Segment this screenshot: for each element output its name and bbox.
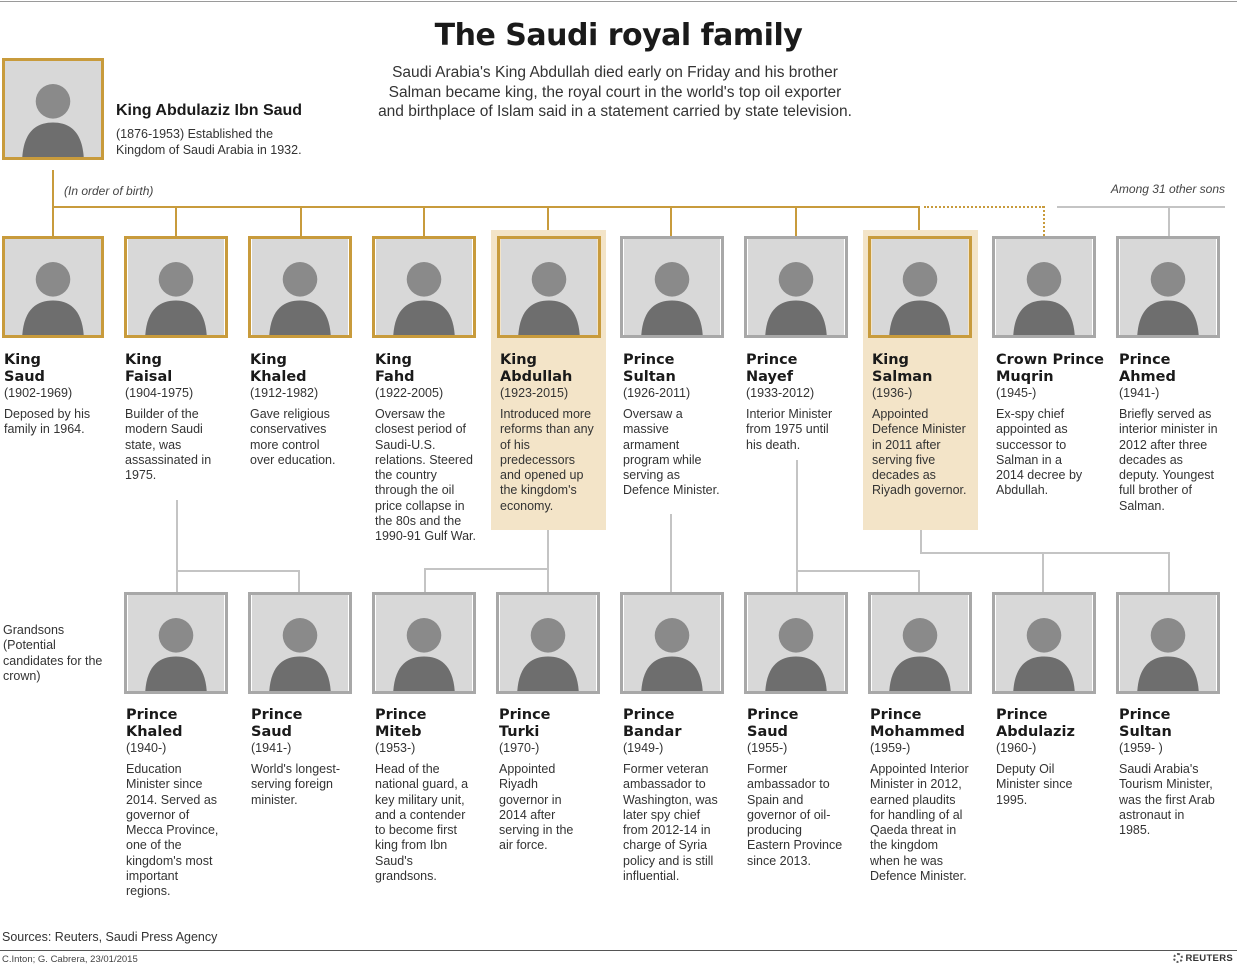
grandson-name: Prince Turki [499, 707, 551, 740]
son-desc: Briefly served as interior minister in 2012 after three decades as deputy. Youngest full brother of Salman. [1119, 407, 1218, 513]
grandson-portrait [124, 592, 228, 694]
portrait-icon [871, 595, 969, 691]
grandson-years: (1955-) [747, 741, 788, 755]
connector-grey [1042, 552, 1044, 592]
son-desc: Introduced more reforms than any of his predecessors and opened up the kingdom's economy. [500, 407, 594, 513]
grandson-years: (1970-) [499, 741, 540, 755]
portrait-icon [375, 239, 473, 335]
grandson-years: (1941-) [251, 741, 292, 755]
portrait-icon [1119, 239, 1217, 335]
connector-grey [424, 568, 549, 570]
son-entry [623, 352, 741, 499]
connector-grey [1168, 206, 1170, 236]
son-portrait [620, 236, 724, 338]
grandson-entry [747, 707, 865, 869]
grandson-desc: Saudi Arabia's Tourism Minister, was the first Arab astronaut in 1985. [1119, 762, 1215, 838]
son-years: (1936-) [872, 386, 913, 400]
son-portrait [497, 236, 601, 338]
grandson-name: Prince Mohammed [870, 707, 965, 740]
grandson-portrait [620, 592, 724, 694]
connector [423, 206, 425, 236]
connector [300, 206, 302, 236]
grandson-years: (1959- ) [1119, 741, 1163, 755]
son-years: (1933-2012) [746, 386, 815, 400]
portrait-icon [499, 595, 597, 691]
son-desc: Deposed by his family in 1964. [4, 407, 91, 437]
grandson-entry [870, 707, 988, 884]
son-portrait [744, 236, 848, 338]
son-entry [746, 352, 864, 453]
connector-grey [547, 568, 549, 592]
son-desc: Gave religious conservatives more control over education. [250, 407, 336, 467]
connector [795, 206, 797, 236]
grandson-portrait [992, 592, 1096, 694]
grandsons-label-text: Grandsons (Potential candidates for the crown) [3, 623, 103, 683]
grandson-name: Prince Bandar [623, 707, 682, 740]
credit-line: C.Inton; G. Cabrera, 23/01/2015 [2, 954, 138, 965]
son-name: King Fahd [375, 352, 415, 385]
connector [670, 206, 672, 236]
grandson-portrait [868, 592, 972, 694]
grandson-entry [499, 707, 617, 854]
sources-note: Sources: Reuters, Saudi Press Agency [2, 930, 218, 944]
portrait-icon [5, 61, 101, 157]
son-years: (1945-) [996, 386, 1037, 400]
son-entry [1119, 352, 1237, 514]
son-name: Prince Sultan [623, 352, 676, 385]
connector-grey [424, 568, 426, 592]
son-portrait [248, 236, 352, 338]
connector-grey [1168, 552, 1170, 592]
grandson-desc: Former ambassador to Spain and governor of oil-producing Eastern Province since 2013. [747, 762, 843, 868]
connector [175, 206, 177, 236]
son-portrait [992, 236, 1096, 338]
founder-portrait [2, 58, 104, 160]
founder-desc: (1876-1953) Established the Kingdom of Saudi Arabia in 1932. [116, 127, 302, 157]
grandson-desc: Education Minister since 2014. Served as governor of Mecca Province, one of the kingdom's most important regions. [126, 762, 219, 899]
son-desc: Interior Minister from 1975 until his death. [746, 407, 833, 452]
portrait-icon [747, 595, 845, 691]
grandson-entry [1119, 707, 1237, 838]
grandson-desc: Head of the national guard, a key military unit, and a contender to become first king from Ibn Saud's grandsons. [375, 762, 469, 884]
intro-text: Saudi Arabia's King Abdullah died early on Friday and his brother Salman became king, the royal court in the world's top oil exporter and birthplace of Islam said in a statement carried by state television. [378, 64, 852, 120]
portrait-icon [251, 595, 349, 691]
son-desc: Appointed Defence Minister in 2011 after serving five decades as Riyadh governor. [872, 407, 967, 498]
grandson-name: Prince Sultan [1119, 707, 1172, 740]
grandson-years: (1953-) [375, 741, 416, 755]
reuters-logo [1173, 953, 1234, 964]
grandson-entry [251, 707, 369, 808]
grandson-desc: Appointed Riyadh governor in 2014 after serving in the air force. [499, 762, 574, 853]
grandson-portrait [744, 592, 848, 694]
grandsons-label [3, 623, 113, 684]
grandson-portrait [1116, 592, 1220, 694]
son-entry [872, 352, 990, 499]
grandson-portrait [248, 592, 352, 694]
connector-dotted [1043, 206, 1045, 236]
son-portrait [868, 236, 972, 338]
other-sons-note: Among 31 other sons [1110, 182, 1225, 196]
top-rule [0, 1, 1237, 2]
connector [52, 206, 920, 208]
son-desc: Oversaw the closest period of Saudi-U.S. relations. Steered the country through the oil price collapse in the 80s and the 1990-91 Gulf War. [375, 407, 476, 544]
connector-grey [1057, 206, 1225, 208]
son-years: (1926-2011) [623, 386, 691, 400]
son-entry [500, 352, 618, 514]
son-name: King Saud [4, 352, 45, 385]
connector-grey [920, 552, 1170, 554]
connector-grey [670, 514, 672, 592]
connector [52, 206, 54, 236]
grandson-name: Prince Saud [251, 707, 303, 740]
connector [52, 170, 54, 208]
portrait-icon [500, 239, 598, 335]
grandson-desc: Appointed Interior Minister in 2012, earned plaudits for handling of al Qaeda threat in the kingdom when he was Defence Minister. [870, 762, 969, 884]
portrait-icon [747, 239, 845, 335]
connector-grey [920, 530, 922, 554]
son-portrait [124, 236, 228, 338]
son-entry [250, 352, 368, 468]
grandson-portrait [496, 592, 600, 694]
grandson-years: (1959-) [870, 741, 911, 755]
portrait-icon [251, 239, 349, 335]
grandson-entry [126, 707, 244, 900]
grandson-desc: Former veteran ambassador to Washington, was later spy chief from 2012-14 in charge of Syria policy and is still influential. [623, 762, 718, 884]
son-name: King Abdullah [500, 352, 573, 385]
grandson-years: (1949-) [623, 741, 664, 755]
son-portrait [2, 236, 104, 338]
son-name: Prince Nayef [746, 352, 798, 385]
connector-grey [796, 460, 798, 592]
grandson-years: (1960-) [996, 741, 1037, 755]
son-desc: Builder of the modern Saudi state, was assassinated in 1975. [125, 407, 212, 483]
page-title: The Saudi royal family [434, 18, 803, 53]
bottom-rule [0, 950, 1237, 951]
founder-name: King Abdulaziz Ibn Saud [116, 102, 303, 119]
portrait-icon [995, 239, 1093, 335]
son-name: King Faisal [125, 352, 173, 385]
connector-grey [918, 570, 920, 592]
son-years: (1904-1975) [125, 386, 194, 400]
reuters-logo-icon [1173, 953, 1183, 963]
grandson-years: (1940-) [126, 741, 167, 755]
son-portrait [372, 236, 476, 338]
grandson-name: Prince Saud [747, 707, 799, 740]
portrait-icon [623, 239, 721, 335]
son-desc: Oversaw a massive armament program while serving as Defence Minister. [623, 407, 720, 498]
grandson-portrait [372, 592, 476, 694]
son-years: (1912-1982) [250, 386, 319, 400]
son-name: King Khaled [250, 352, 307, 385]
son-years: (1923-2015) [500, 386, 569, 400]
son-years: (1902-1969) [4, 386, 73, 400]
connector-grey [176, 500, 178, 592]
portrait-icon [127, 239, 225, 335]
connector-grey [796, 570, 920, 572]
connector-grey [547, 530, 549, 570]
birth-order-note: (In order of birth) [64, 184, 154, 198]
grandson-name: Prince Abdulaziz [996, 707, 1075, 740]
portrait-icon [871, 239, 969, 335]
connector-dotted [924, 206, 1044, 208]
portrait-icon [623, 595, 721, 691]
portrait-icon [1119, 595, 1217, 691]
portrait-icon [995, 595, 1093, 691]
grandson-name: Prince Khaled [126, 707, 183, 740]
connector-grey [298, 570, 300, 592]
son-years: (1922-2005) [375, 386, 444, 400]
grandson-entry [375, 707, 493, 884]
son-name: Prince Ahmed [1119, 352, 1176, 385]
son-desc: Ex-spy chief appointed as successor to Salman in a 2014 decree by Abdullah. [996, 407, 1083, 498]
grandson-entry [996, 707, 1114, 808]
son-entry [4, 352, 116, 438]
son-portrait [1116, 236, 1220, 338]
portrait-icon [127, 595, 225, 691]
son-entry [996, 352, 1116, 499]
grandson-name: Prince Miteb [375, 707, 427, 740]
grandson-desc: Deputy Oil Minister since 1995. [996, 762, 1073, 807]
portrait-icon [5, 239, 101, 335]
portrait-icon [375, 595, 473, 691]
son-entry [375, 352, 493, 545]
son-years: (1941-) [1119, 386, 1160, 400]
grandson-entry [623, 707, 741, 884]
son-entry [125, 352, 243, 483]
son-name: King Salman [872, 352, 933, 385]
logo-text: REUTERS [1185, 953, 1233, 964]
grandson-desc: World's longest-serving foreign minister. [251, 762, 340, 807]
son-name: Crown Prince Muqrin [996, 352, 1105, 385]
connector-grey [176, 570, 300, 572]
